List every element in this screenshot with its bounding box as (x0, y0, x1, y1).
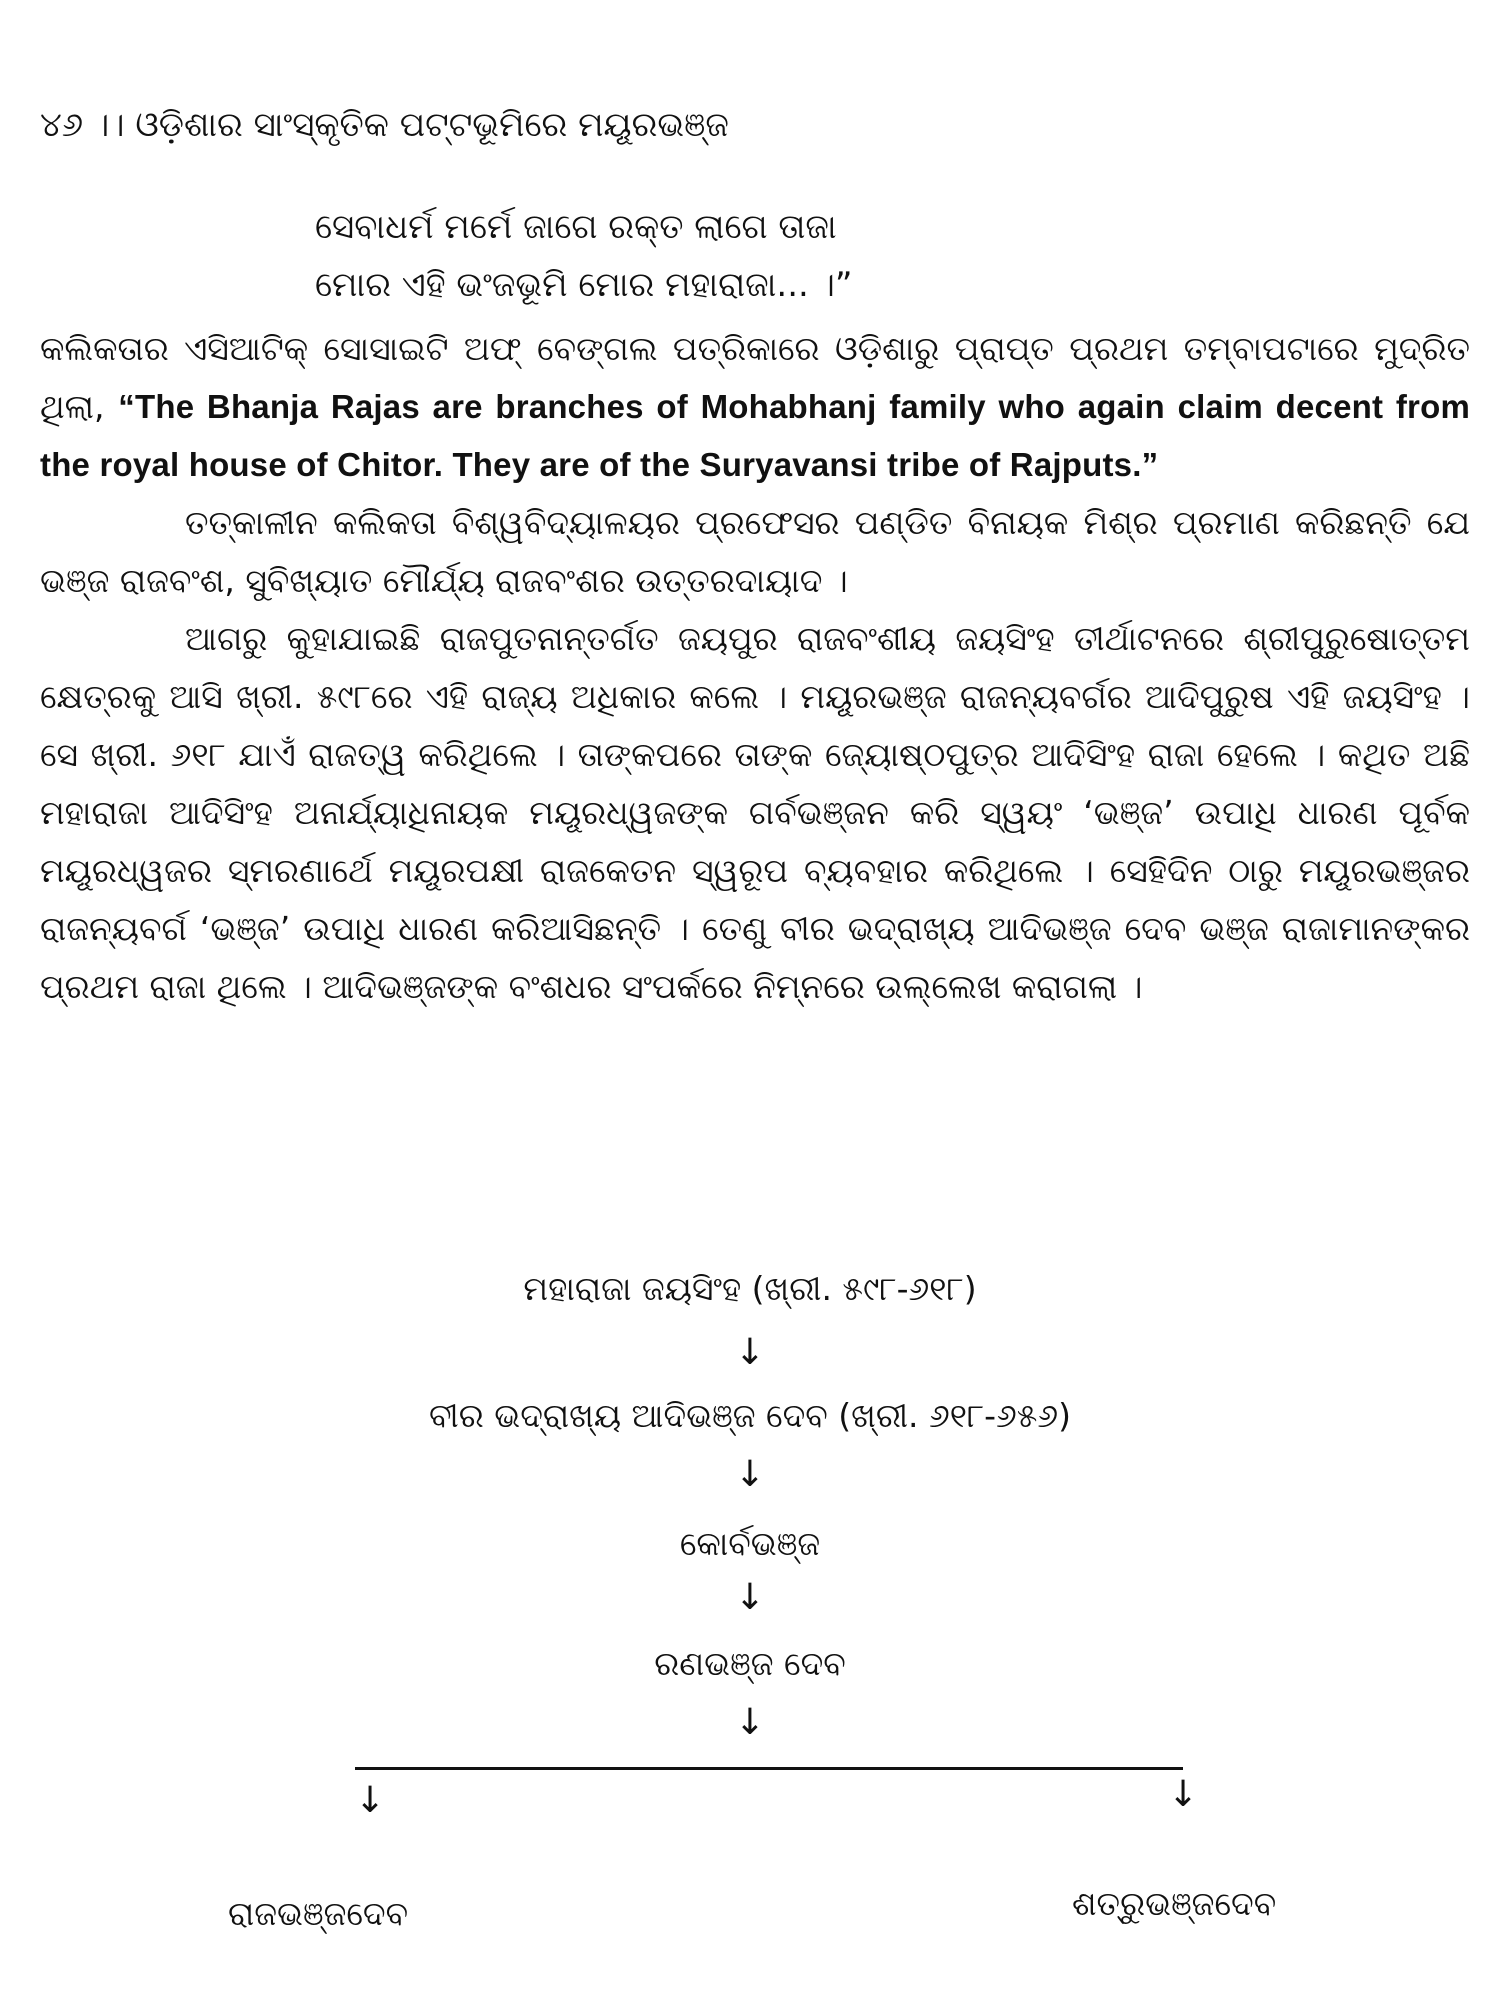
tree-node-jayasingh: ମହାରାଜା ଜୟସିଂହ (ଖ୍ରୀ. ୫୯୮-୬୧୮) (523, 1269, 977, 1308)
english-quotation: “The Bhanja Rajas are branches of Mohabhanj family who again claim decent from the royal house of Chitor. They are of the Suryavansi tribe of Rajputs.” (40, 388, 1470, 483)
branch-line (355, 1767, 1183, 1770)
down-arrow-icon: ↓ (1168, 1774, 1199, 1815)
genealogy-tree (0, 1265, 1500, 1985)
down-arrow-icon: ↓ (734, 1577, 766, 1618)
tree-node-adibhanja: ବୀର ଭଦ୍ରାଖ୍ୟ ଆଦିଭଞ୍ଜ ଦେବ (ଖ୍ରୀ. ୬୧୮-୬୫୬) (429, 1396, 1071, 1435)
down-arrow-icon: ↓ (734, 1702, 766, 1743)
running-header: ୪୬ ।। ଓଡ଼ିଶାର ସାଂସ୍କୃତିକ ପଟ୍ଟଭୂମିରେ ମୟୂରଭଞ୍ଜ (40, 105, 729, 145)
paragraph-copper-plate-odia: କଲିକତାର ଏସିଆଟିକ୍ ସୋସାଇଟି ଅଫ୍ ବେଙ୍ଗଲ ପତ୍ରିକାରେ ଓଡ଼ିଶାରୁ ପ୍ରାପ୍ତ ପ୍ରଥମ ତମ୍ବାପଟାରେ ମୁଦ୍ରିତ ଥିଲା, (40, 329, 1470, 426)
down-arrow-icon: ↓ (734, 1332, 766, 1373)
poem-quote (315, 198, 853, 314)
paragraph-copper-plate (40, 320, 1470, 494)
poem-line-1: ସେବାଧର୍ମ ମର୍ମେ ଜାଗେ ରକ୍ତ ଲାଗେ ତାଜା (315, 207, 837, 247)
tree-node-korbabhanja: କୋର୍ବଭଞ୍ଜ (679, 1524, 821, 1563)
body-text (40, 320, 1470, 1016)
tree-leaf-shatrubhanja: ଶତ୍ରୁଭଞ୍ଜଦେବ (1072, 1884, 1277, 1923)
paragraph-jayasingh-history: ଆଗରୁ କୁହାଯାଇଛି ରାଜପୁତନାନ୍ତର୍ଗତ ଜୟପୁର ରାଜବଂଶୀୟ ଜୟସିଂହ ତୀର୍ଥାଟନରେ ଶ୍ରୀପୁରୁଷୋତ୍ତମ କ୍ଷେତ୍ରକୁ ଆସି ଖ୍ରୀ. ୫୯୮ରେ ଏହି ରାଜ୍ୟ ଅଧିକାର କଲେ । ମୟୂରଭଞ୍ଜ ରାଜନ୍ୟବର୍ଗର ଆଦିପୁରୁଷ ଏହି ଜୟସିଂହ । ସେ ଖ୍ରୀ. ୬୧୮ ଯାଏଁ ରାଜତ୍ୱ କରିଥିଲେ । ତାଙ୍କପରେ ତାଙ୍କ ଜ୍ୟୋଷ୍ଠପୁତ୍ର ଆଦିସିଂହ ରାଜା ହେଲେ । କଥିତ ଅଛି ମହାରାଜା ଆଦିସିଂହ ଅନାର୍ଯ୍ୟାଧିନାୟକ ମୟୂରଧ୍ୱଜଙ୍କ ଗର୍ବଭଞ୍ଜନ କରି ସ୍ୱୟଂ ‘ଭଞ୍ଜ’ ଉପାଧି ଧାରଣ ପୂର୍ବକ ମୟୂରଧ୍ୱଜର ସ୍ମରଣାର୍ଥେ ମୟୂରପକ୍ଷୀ ରାଜକେତନ ସ୍ୱରୂପ ବ୍ୟବହାର କରିଥିଲେ । ସେହିଦିନ ଠାରୁ ମୟୂରଭଞ୍ଜର ରାଜନ୍ୟବର୍ଗ ‘ଭଞ୍ଜ’ ଉପାଧି ଧାରଣ କରିଆସିଛନ୍ତି । ତେଣୁ ବୀର ଭଦ୍ରାଖ୍ୟ ଆଦିଭଞ୍ଜ ଦେବ ଭଞ୍ଜ ରାଜାମାନଙ୍କର ପ୍ରଥମ ରାଜା ଥିଲେ । ଆଦିଭଞ୍ଜଙ୍କ ବଂଶଧର ସଂପର୍କରେ ନିମ୍ନରେ ଉଲ୍ଲେଖ କରାଗଲା । (40, 619, 1470, 1006)
down-arrow-icon: ↓ (355, 1780, 386, 1821)
tree-leaf-rajabhanja: ରାଜଭଞ୍ଜଦେବ (228, 1894, 409, 1933)
tree-node-ranabhanja: ରଣଭଞ୍ଜ ଦେବ (654, 1644, 846, 1683)
poem-line-2: ମୋର ଏହି ଭଂଜଭୂମି ମୋର ମହାରାଜା... ।” (315, 265, 853, 305)
paragraph-professor-claim: ତତ୍କାଳୀନ କଲିକତା ବିଶ୍ୱବିଦ୍ୟାଳୟର ପ୍ରଫେସର ପଣ୍ଡିତ ବିନାୟକ ମିଶ୍ର ପ୍ରମାଣ କରିଛନ୍ତି ଯେ ଭଞ୍ଜ ରାଜବଂଶ, ସୁବିଖ୍ୟାତ ମୌର୍ଯ୍ୟ ରାଜବଂଶର ଉତ୍ତରଦାୟାଦ । (40, 503, 1470, 600)
down-arrow-icon: ↓ (734, 1454, 766, 1495)
